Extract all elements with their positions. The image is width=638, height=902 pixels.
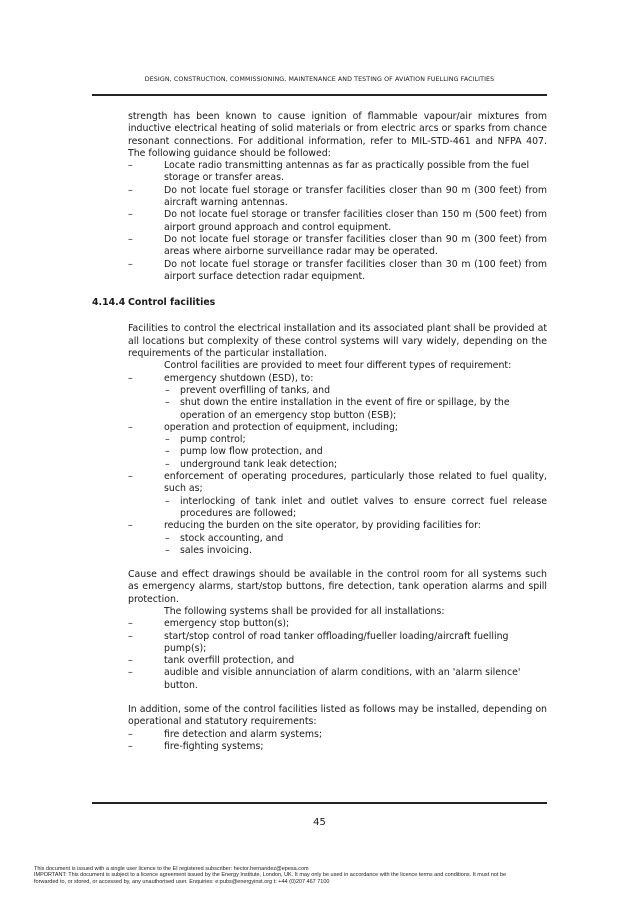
intro-block xyxy=(92,111,547,283)
list-item: – Do not locate fuel storage or transfer facilities closer than 30 m (100 feet) from airport surface detection radar equipment. xyxy=(128,258,547,282)
list-item: – enforcement of operating procedures, particularly those related to fuel quality, such as; xyxy=(128,471,547,495)
dash-marker: – xyxy=(165,532,170,544)
sub-list-item: – sales invoicing. xyxy=(165,544,252,556)
dash-marker: – xyxy=(165,384,170,396)
paragraph: The following systems shall be provided for all installations: xyxy=(164,605,445,617)
dash-marker: – xyxy=(128,728,133,740)
dash-marker: – xyxy=(128,233,133,245)
dash-marker: – xyxy=(128,421,133,433)
footer-rule xyxy=(92,802,547,804)
list-item: – start/stop control of road tanker offloading/fueller loading/aircraft fuelling pump(s); xyxy=(128,630,509,654)
list-item: – emergency stop button(s); xyxy=(128,618,290,630)
dash-marker: – xyxy=(165,397,170,409)
dash-marker: – xyxy=(128,209,133,221)
footer-line: IMPORTANT: This document is subject to a licence agreement issued by the Energy Institute, London, UK. It may only be used in accordance with the licence terms and conditions. It must not be xyxy=(34,872,507,879)
paragraph: In addition, some of the control facilities listed as follows may be installed, depending on operational and statutory requirements: xyxy=(128,704,547,728)
sub-list-item: – stock accounting, and xyxy=(165,532,284,544)
list-item: – Do not locate fuel storage or transfer facilities closer than 150 m (500 feet) from airport ground approach and control equipment. xyxy=(128,209,547,233)
dash-marker: – xyxy=(165,495,170,507)
paragraph: Facilities to control the electrical installation and its associated plant shall be provided at all locations but complexity of these control systems will vary widely, depending on the requirements of the particular installation. xyxy=(128,323,547,360)
list-item: – reducing the burden on the site operator, by providing facilities for: xyxy=(128,520,481,532)
sub-list-item: – shut down the entire installation in the event of fire or spillage, by the operation of an emergency stop button (ESB); xyxy=(165,397,510,421)
section-title: Control facilities xyxy=(128,297,216,309)
dash-marker: – xyxy=(128,471,133,483)
dash-marker: – xyxy=(165,544,170,556)
list-item: – Do not locate fuel storage or transfer facilities closer than 90 m (300 feet) from aircraft warning antennas. xyxy=(128,184,547,209)
list-item: – fire-fighting systems; xyxy=(128,740,264,752)
dash-marker: – xyxy=(128,618,133,630)
section-block xyxy=(92,323,547,753)
list-item: – audible and visible annunciation of alarm conditions, with an 'alarm silence' button. xyxy=(128,667,521,691)
dash-marker: – xyxy=(128,655,133,667)
footer-line: forwarded to, or stored, or accessed by, any unauthorised user. Enquiries: e:pubs@energyinst.org t: +44 (0)207 467 7100 xyxy=(34,878,330,885)
footer-line: This document is issued with a single user licence to the EI registered subscriber: hector.hernandez@epesa.com xyxy=(34,866,309,872)
dash-marker: – xyxy=(128,520,133,532)
dash-marker: – xyxy=(165,434,170,446)
header-rule xyxy=(92,94,547,96)
page-body xyxy=(92,111,547,753)
sub-list-item: – interlocking of tank inlet and outlet valves to ensure correct fuel release procedures are followed; xyxy=(165,495,547,519)
list-item: – operation and protection of equipment, including; xyxy=(128,421,399,433)
list-item: – emergency shutdown (ESD), to: xyxy=(128,372,314,384)
list-item: – fire detection and alarm systems; xyxy=(128,728,323,740)
running-header: DESIGN, CONSTRUCTION, COMMISSIONING, MAINTENANCE AND TESTING OF AVIATION FUELLING FACILITIES xyxy=(144,76,495,83)
dash-marker: – xyxy=(128,630,133,642)
sub-list-item: – prevent overfilling of tanks, and xyxy=(165,384,331,396)
sub-list-item: – underground tank leak detection; xyxy=(165,458,338,470)
page-number: 45 xyxy=(313,817,326,828)
dash-marker: – xyxy=(128,372,133,384)
section-number: 4.14.4 xyxy=(92,297,126,309)
section-heading xyxy=(92,297,547,309)
paragraph: Control facilities are provided to meet four different types of requirement: xyxy=(164,360,512,372)
dash-marker: – xyxy=(165,458,170,470)
dash-marker: – xyxy=(128,160,133,172)
dash-marker: – xyxy=(128,740,133,752)
sub-list-item: – pump control; xyxy=(165,434,246,446)
list-item: – Do not locate fuel storage or transfer facilities closer than 90 m (300 feet) from areas where airborne surveillance radar may be operated. xyxy=(128,233,547,258)
list-item: – Locate radio transmitting antennas as far as practically possible from the fuel storage or transfer areas. xyxy=(128,160,530,184)
sub-list-item: – pump low flow protection, and xyxy=(165,446,323,458)
dash-marker: – xyxy=(128,258,133,270)
list-item: – tank overfill protection, and xyxy=(128,655,295,667)
licence-footer xyxy=(34,866,614,885)
dash-marker: – xyxy=(165,446,170,458)
paragraph: Cause and effect drawings should be available in the control room for all systems such as emergency alarms, start/stop buttons, fire detection, tank operation alarms and spill protection. xyxy=(128,569,547,605)
dash-marker: – xyxy=(128,184,133,196)
dash-marker: – xyxy=(128,667,133,679)
intro-paragraph: strength has been known to cause ignition of flammable vapour/air mixtures from inductive electrical heating of solid materials or from electric arcs or sparks from chance resonant connections. For additional information, refer to MIL-STD-461 and NFPA 407. The following guidance should be followed: xyxy=(128,111,547,159)
